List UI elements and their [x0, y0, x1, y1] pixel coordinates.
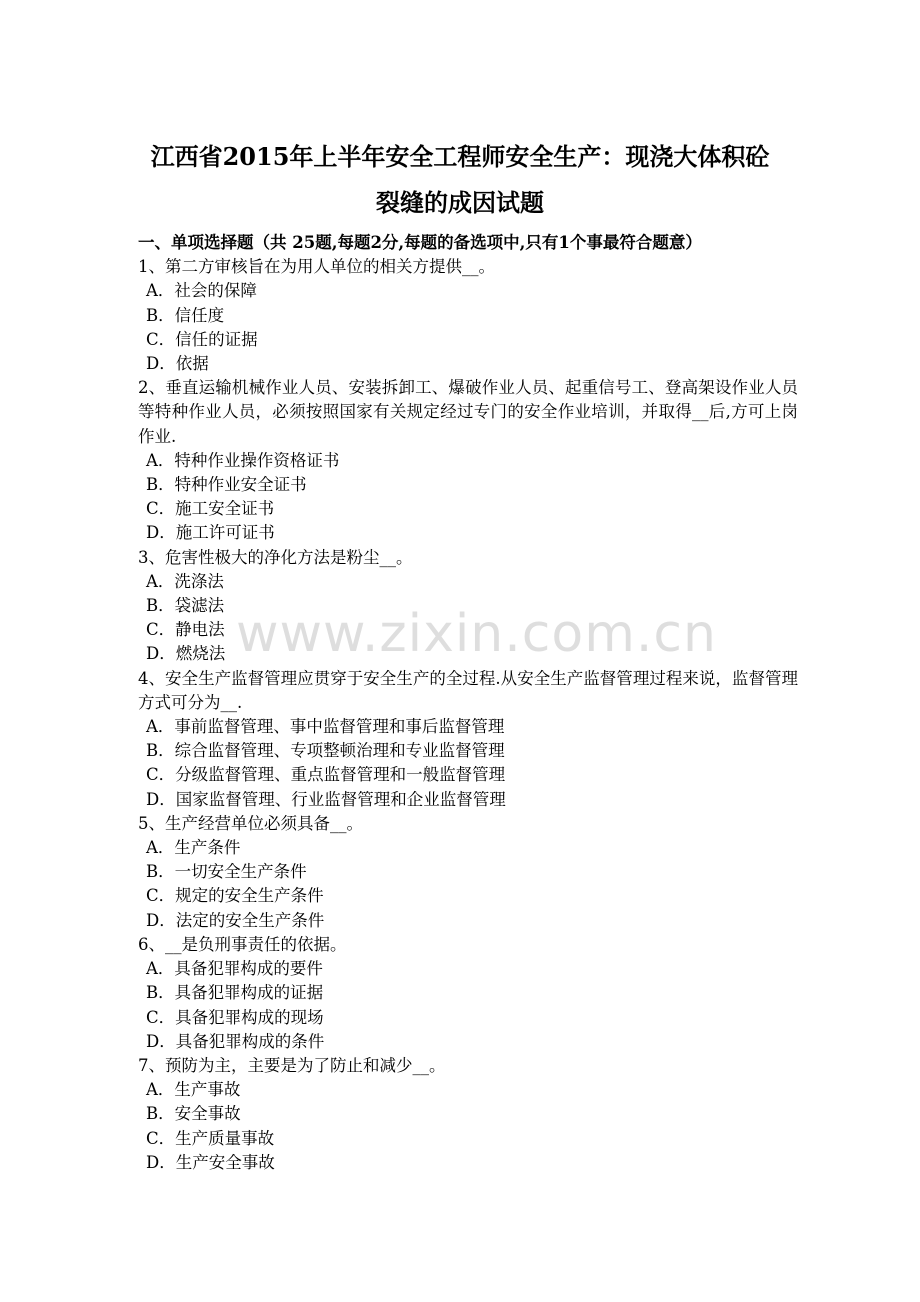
option-b: B．具备犯罪构成的证据 — [146, 983, 324, 1003]
question-5 — [138, 812, 798, 933]
option-a: A．事前监督管理、事中监督管理和事后监督管理 — [146, 717, 505, 737]
option-a: A．生产事故 — [146, 1080, 241, 1100]
question-text: 3、危害性极大的净化方法是粉尘__。 — [138, 547, 413, 567]
document-body — [138, 231, 798, 1175]
question-text: 7、预防为主，主要是为了防止和减少__。 — [138, 1055, 446, 1075]
option-a: A．洗涤法 — [146, 571, 224, 591]
question-1 — [138, 255, 798, 376]
question-text: 2、垂直运输机械作业人员、安装拆卸工、爆破作业人员、起重信号工、登高架设作业人员等特种作业人员，必须按照国家有关规定经过专门的安全作业培训，并取得__后,方可上岗作业. — [138, 378, 798, 446]
option-b: B．信任度 — [146, 305, 225, 325]
option-b: B．袋滤法 — [146, 596, 225, 616]
question-6 — [138, 933, 798, 1054]
question-text: 1、第二方审核旨在为用人单位的相关方提供__。 — [138, 257, 495, 277]
watermark: www.zixin.com.cn — [236, 604, 717, 664]
option-c: C．生产质量事故 — [146, 1128, 275, 1148]
question-text: 6、__是负刑事责任的依据。 — [138, 934, 347, 954]
option-c: C．静电法 — [146, 620, 225, 640]
option-a: A．生产条件 — [146, 838, 241, 858]
question-7 — [138, 1054, 798, 1175]
option-c: C．施工安全证书 — [146, 499, 275, 519]
option-c: C．分级监督管理、重点监督管理和一般监督管理 — [146, 765, 506, 785]
option-b: B．综合监督管理、专项整顿治理和专业监督管理 — [146, 741, 505, 761]
question-text: 5、生产经营单位必须具备__。 — [138, 813, 363, 833]
option-a: A．特种作业操作资格证书 — [146, 450, 340, 470]
option-b: B．特种作业安全证书 — [146, 475, 307, 495]
option-b: B．安全事故 — [146, 1104, 241, 1124]
option-a: A．具备犯罪构成的要件 — [146, 959, 323, 979]
option-d: D．法定的安全生产条件 — [146, 910, 325, 930]
option-c: C．信任的证据 — [146, 329, 258, 349]
section-header: 一、单项选择题（共 25题,每题2分,每题的备选项中,只有1个事最符合题意） — [138, 233, 702, 252]
option-a: A．社会的保障 — [146, 281, 257, 301]
option-d: D．燃烧法 — [146, 644, 226, 664]
question-2 — [138, 376, 798, 545]
option-d: D．生产安全事故 — [146, 1152, 275, 1172]
option-d: D．国家监督管理、行业监督管理和企业监督管理 — [146, 789, 506, 809]
option-c: C．规定的安全生产条件 — [146, 886, 324, 906]
question-4 — [138, 667, 798, 812]
question-3 — [138, 546, 798, 667]
option-c: C．具备犯罪构成的现场 — [146, 1007, 324, 1027]
option-d: D．具备犯罪构成的条件 — [146, 1031, 325, 1051]
option-b: B．一切安全生产条件 — [146, 862, 307, 882]
document-title-line-1: 江西省2015年上半年安全工程师安全生产：现浇大体积砼 — [150, 142, 770, 171]
document-title-line-2: 裂缝的成因试题 — [376, 188, 544, 217]
option-d: D．依据 — [146, 354, 209, 374]
option-d: D．施工许可证书 — [146, 523, 275, 543]
question-text: 4、安全生产监督管理应贯穿于安全生产的全过程.从安全生产监督管理过程来说，监督管理方式可分为__. — [138, 668, 798, 712]
